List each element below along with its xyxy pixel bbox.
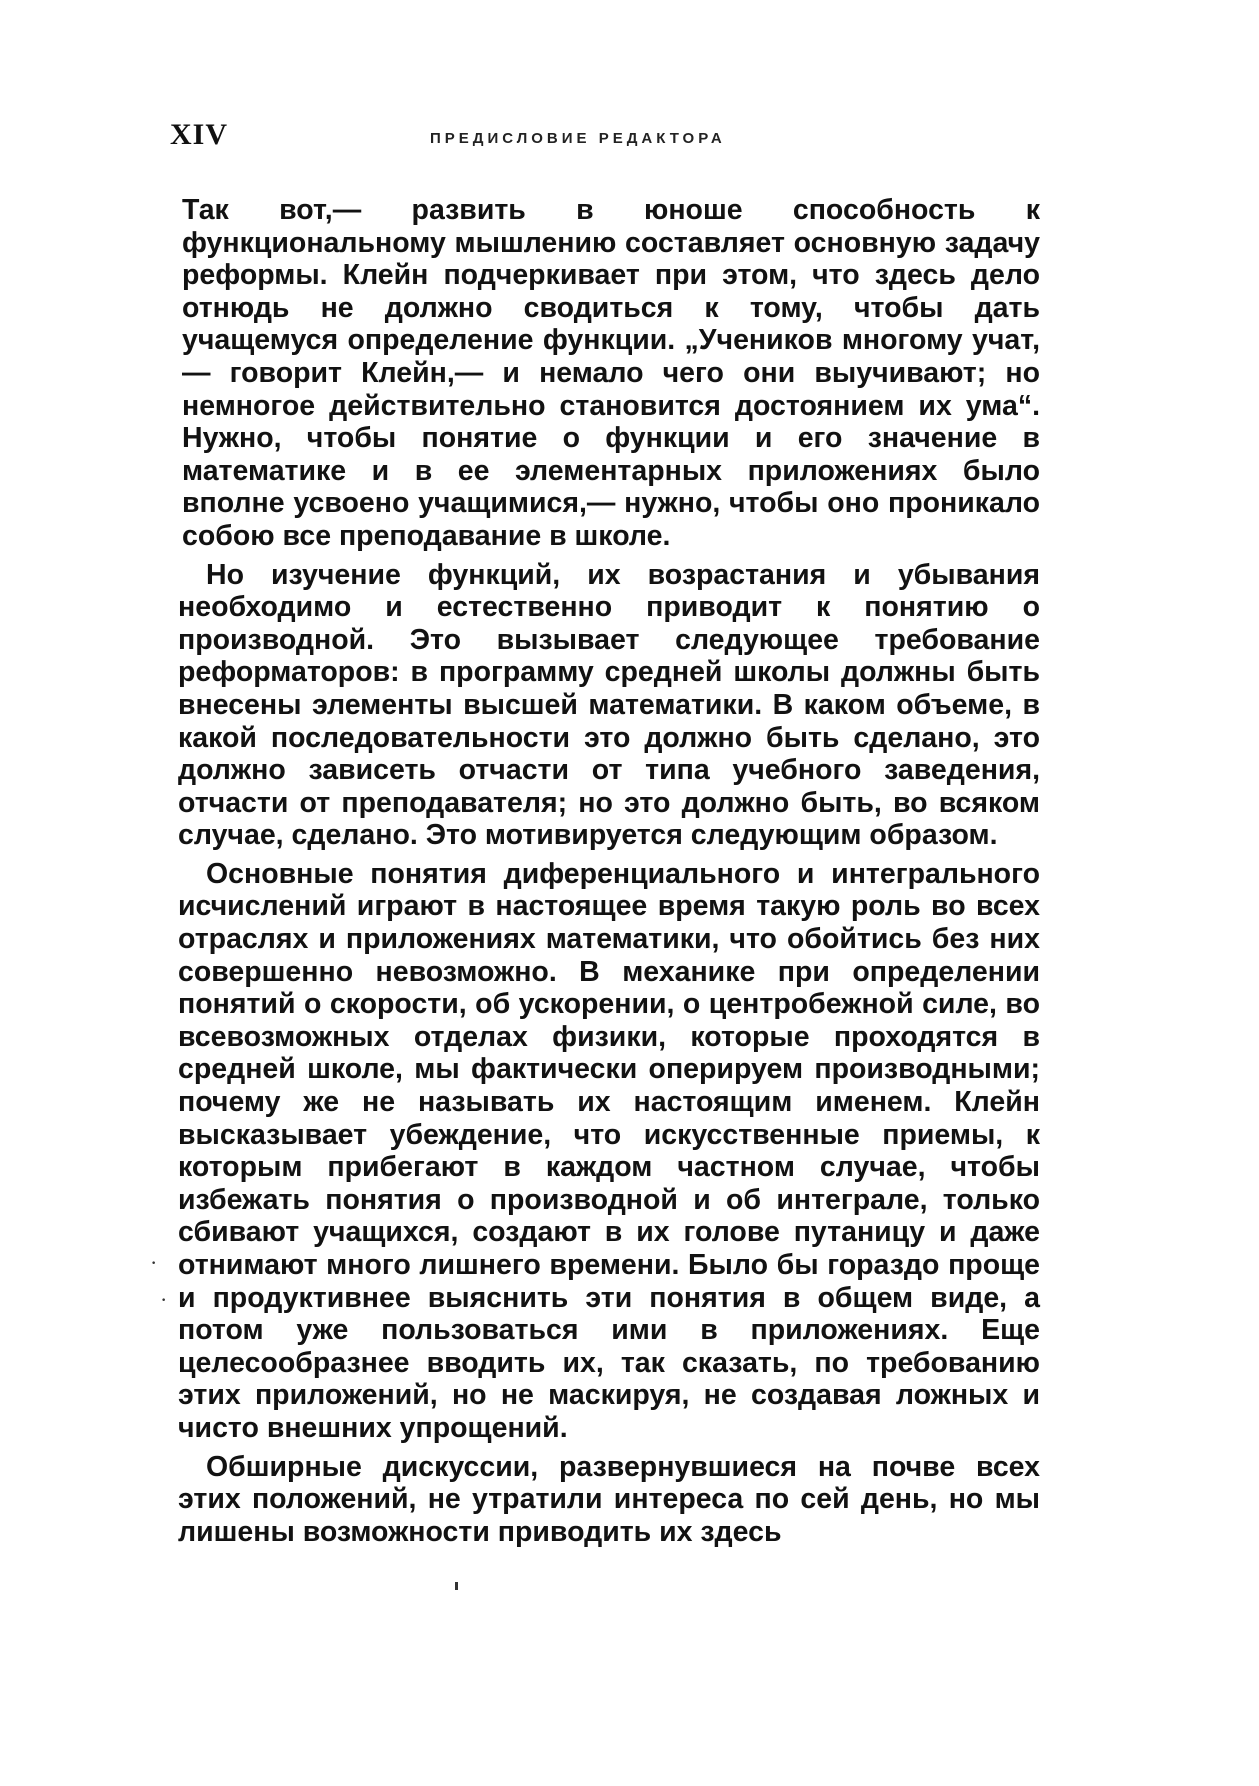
paragraph: Основные понятия диференциального и интегрального исчислений играют в настоящее время такую роль во всех отраслях и приложениях математики, что обойтись без них совершенно невозможно. В механике при определении понятий о скорости, об ускорении, о центробежной силе, во всевозможных отделах физики, которые проходятся в средней школе, мы фактически оперируем производными; почему же не называть их настоящим именем. Клейн высказывает убеждение, что искусственные приемы, к которым прибегают в каждом частном случае, чтобы избежать понятия о производной и об интеграле, только сбивают учащихся, создают в их голове путаницу и даже отнимают много лишнего времени. Было бы гораздо проще и продуктивнее выяснить эти понятия в общем виде, а потом уже пользоваться ими в приложениях. Еще целесообразнее вводить их, так сказать, по требованию этих приложений, но не маскируя, не создавая ложных и чисто внешних упрощений. <box>178 857 1040 1444</box>
page-header <box>170 118 1050 158</box>
body-text <box>178 194 1040 1548</box>
running-title: ПРЕДИСЛОВИЕ РЕДАКТОРА <box>430 130 726 147</box>
paragraph: Но изучение функций, их возрастания и убывания необходимо и естественно приводит к понятию о производной. Это вызывает следующее требование реформаторов: в программу средней школы должны быть внесены элементы высшей математики. В каком объеме, в какой последовательности это должно быть сделано, это должно зависеть отчасти от типа учебного заведения, отчасти от преподавателя; но это должно быть, во всяком случае, сделано. Это мотивируется следующим образом. <box>178 558 1040 852</box>
stray-ink-mark <box>455 1582 458 1590</box>
paragraph: Так вот,— развить в юноше способность к функциональному мышлению составляет основную задачу реформы. Клейн подчеркивает при этом, что здесь дело отнюдь не должно сводиться к тому, чтобы дать учащемуся определение функции. „Учеников многому учат,— говорит Клейн,— и немало чего они выучивают; но немногое действительно становится достоянием их ума“. Нужно, чтобы понятие о функции и его значение в математике и в ее элементарных приложениях было вполне усвоено учащимися,— нужно, чтобы оно проникало собою все преподавание в школе. <box>182 194 1040 552</box>
margin-dot-mark: · <box>160 1287 168 1312</box>
paragraph: Обширные дискуссии, развернувшиеся на почве всех этих положений, не утратили интереса по сей день, но мы лишены возможности приводить их здесь <box>178 1450 1040 1548</box>
page-number: XIV <box>170 118 229 151</box>
margin-dot-mark: · <box>150 1250 158 1275</box>
